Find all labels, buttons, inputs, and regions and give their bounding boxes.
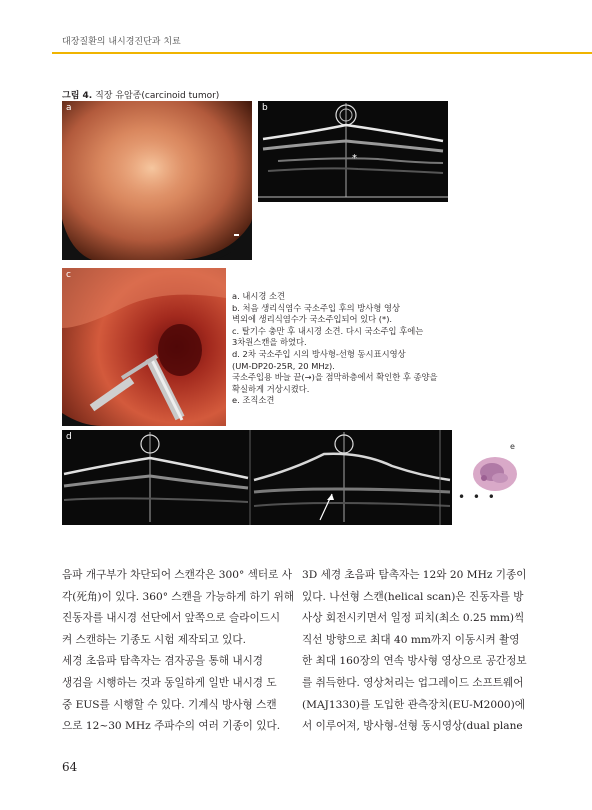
- panel-e-histology-image: [470, 452, 520, 497]
- body-line: 있다. 나선형 스캔(helical scan)은 진동자를 방: [302, 590, 524, 603]
- caption-line: 벽외에 생리식염수가 국소주입되어 있다 (*).: [232, 314, 393, 325]
- figure-captions: [232, 291, 438, 407]
- figure-title: [62, 88, 219, 101]
- endoscopy-image-a: [62, 101, 252, 260]
- body-line: (MAJ1330)를 도입한 관측장치(EU-M2000)에: [302, 698, 525, 711]
- caption-line: c. 탈기수 충만 후 내시경 소견. 다시 국소주입 후에는: [232, 325, 424, 336]
- body-line: 각(死角)이 있다. 360° 스캔을 가능하게 하기 위해: [62, 590, 295, 603]
- panel-b-label: b: [262, 103, 268, 113]
- caption-line: d. 2차 국소주입 시의 방사형-선형 동시표시영상: [232, 348, 406, 359]
- body-line: 사상 회전시키면서 일정 피치(최소 0.25 mm)씩: [302, 612, 525, 625]
- caption-line: a. 내시경 소견: [232, 291, 286, 301]
- caption-line: e. 조직소견: [232, 395, 275, 406]
- body-line: 진동자를 내시경 선단에서 앞쪽으로 슬라이드시: [62, 612, 281, 625]
- running-head: 대장질환의 내시경진단과 치료: [62, 37, 181, 47]
- body-line: 서 이루어져, 방사형-선형 동시영상(dual plane: [302, 720, 523, 733]
- body-line: 세경 초음파 탐촉자는 겸자공을 통해 내시경: [62, 655, 264, 668]
- panel-b-ultrasound-image: [258, 101, 448, 202]
- figure-title-text: 직장 유암종(carcinoid tumor): [92, 91, 220, 101]
- caption-line: 확실하게 거상시켰다.: [232, 383, 310, 394]
- body-text-right-column: [302, 565, 532, 738]
- page-number: 64: [62, 760, 78, 774]
- caption-line: 국소주입용 바늘 끝(→)을 점막하층에서 확인한 후 종양을: [232, 372, 438, 383]
- body-line: 를 취득한다. 영상처리는 업그레이드 소프트웨어: [302, 676, 524, 689]
- caption-line: b. 처음 생리식염수 국소주입 후의 방사형 영상: [232, 302, 400, 313]
- body-line: 켜 스캔하는 기종도 시험 제작되고 있다.: [62, 633, 246, 646]
- panel-a-label: a: [66, 103, 72, 113]
- saline-asterisk: *: [352, 153, 357, 164]
- ultrasound-image-d: [62, 430, 452, 525]
- body-line: 3D 세경 초음파 탐촉자는 12와 20 MHz 기종이: [302, 569, 527, 581]
- endoscopy-image-c: [62, 268, 226, 426]
- caption-line: (UM-DP20-25R, 20 MHz).: [232, 360, 335, 371]
- body-line: 음파 개구부가 차단되어 스캔각은 300° 섹터로 사: [62, 569, 292, 581]
- ellipsis: • • •: [458, 490, 497, 504]
- panel-e-label: e: [510, 442, 515, 451]
- body-line: 중 EUS를 시행할 수 있다. 기계식 방사형 스캔: [62, 698, 277, 711]
- figure-number: 그림 4.: [62, 91, 93, 101]
- body-line: 생검을 시행하는 것과 동일하게 일반 내시경 도: [62, 676, 277, 689]
- header-rule: [52, 52, 592, 54]
- body-line: 으로 12~30 MHz 주파수의 여러 기종이 있다.: [62, 720, 281, 733]
- panel-d-label: d: [66, 432, 72, 442]
- panel-d-ultrasound-image: [62, 430, 452, 525]
- body-line: 한 최대 160장의 연속 방사형 영상으로 공간정보: [302, 655, 527, 668]
- body-text-left-column: [62, 565, 295, 738]
- panel-c-label: c: [66, 270, 71, 280]
- panel-a-endoscopy-image: [62, 101, 252, 260]
- panel-c-endoscopy-image: [62, 268, 226, 426]
- caption-line: 3차원스캔을 하였다.: [232, 337, 307, 348]
- ultrasound-image-b: [258, 101, 448, 202]
- histology-image-e: [470, 452, 520, 497]
- body-line: 직선 방향으로 최대 40 mm까지 이동시켜 촬영: [302, 633, 520, 646]
